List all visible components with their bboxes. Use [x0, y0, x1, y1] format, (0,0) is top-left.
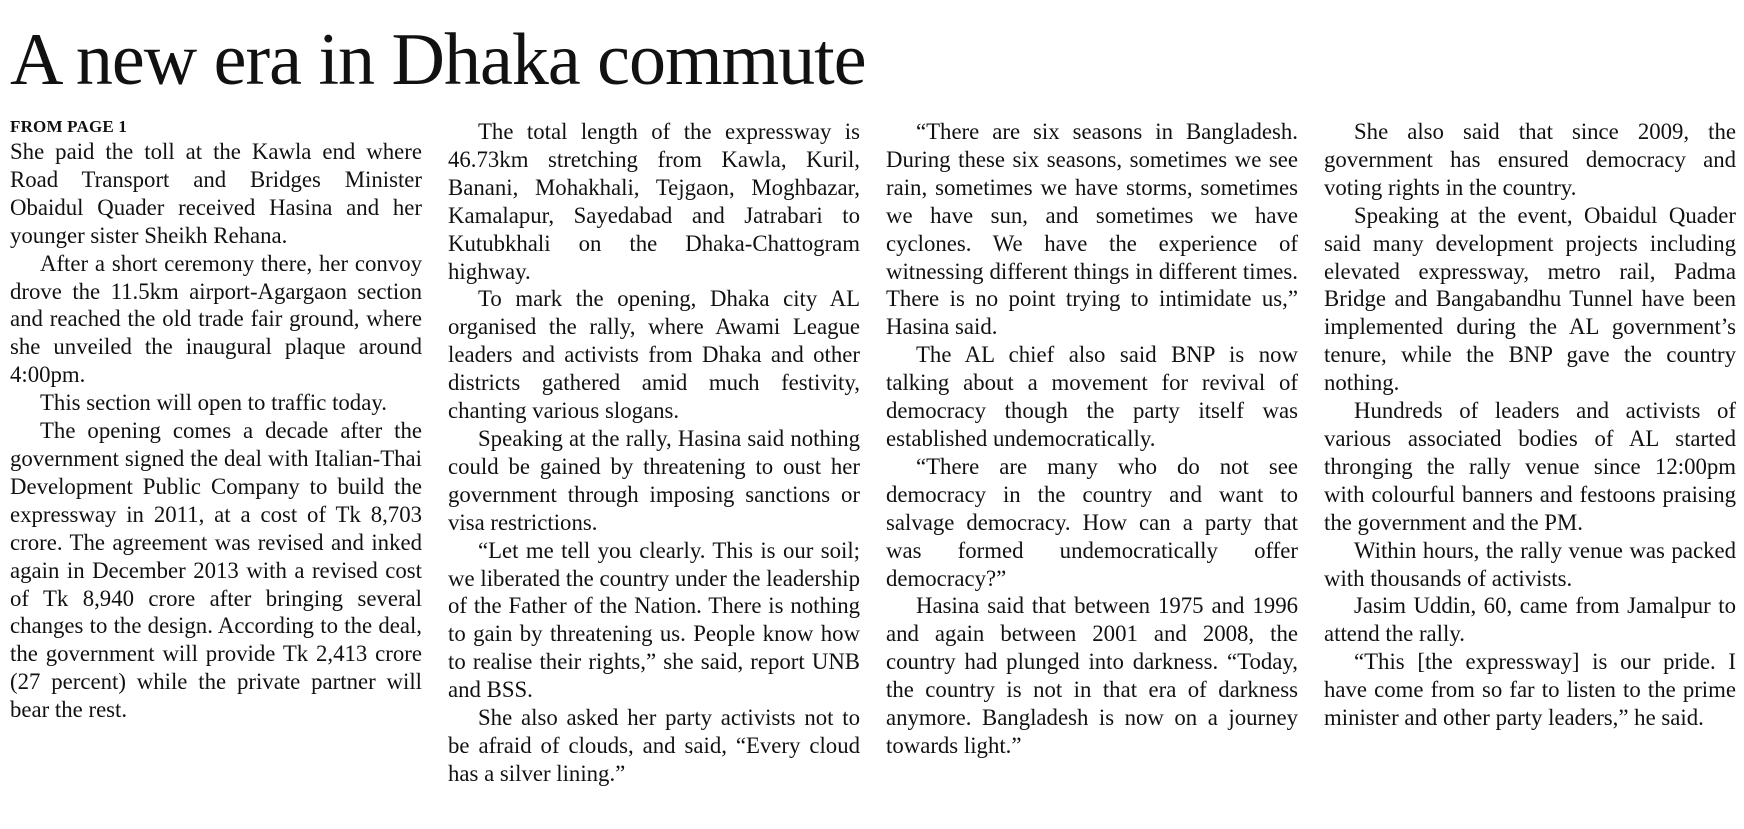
paragraph: She also said that since 2009, the government has ensured democracy and voting rights in the country. — [1324, 119, 1736, 200]
paragraph: Speaking at the event, Obaidul Quader said many development projects including elevated expressway, metro rail, Padma Bridge and Bangabandhu Tunnel have been implemented during the AL government’s tenure, while the BNP gave the country nothing. — [1324, 202, 1736, 396]
continuation-label: FROM PAGE 1 — [10, 117, 128, 136]
paragraph: Hundreds of leaders and activists of various associated bodies of AL started thronging the rally venue since 12:00pm with colourful banners and festoons praising the government and the PM. — [1324, 398, 1736, 535]
paragraph: She paid the toll at the Kawla end where Road Transport and Bridges Minister Obaidul Quader received Hasina and her younger sister Sheikh Rehana. — [10, 139, 422, 248]
paragraph: The total length of the expressway is 46.73km stretching from Kawla, Kuril, Banani, Mohakhali, Tejgaon, Moghbazar, Kamalapur, Sayedabad and Jatrabari to Kutubkhali on the Dhaka-Chattogram highway. — [448, 119, 860, 284]
article-column-1 — [10, 118, 422, 724]
headline: A new era in Dhaka commute — [10, 19, 866, 101]
paragraph: Speaking at the rally, Hasina said nothing could be gained by threatening to oust her government through imposing sanctions or visa restrictions. — [448, 425, 860, 535]
paragraph: “This [the expressway] is our pride. I have come from so far to listen to the prime minister and other party leaders,” he said. — [1324, 649, 1736, 731]
paragraph: The opening comes a decade after the government signed the deal with Italian-Thai Development Public Company to build the expressway in 2011, at a cost of Tk 8,703 crore. The agreement was revised and inked again in December 2013 with a revised cost of Tk 8,940 crore after bringing several changes to the design. According to the deal, the government will provide Tk 2,413 crore (27 percent) while the private partner will bear the rest. — [10, 418, 422, 723]
paragraph: “There are many who do not see democracy in the country and want to salvage democracy. How can a party that was formed undemocratically offer democracy?” — [886, 453, 1298, 591]
paragraph: Within hours, the rally venue was packed with thousands of activists. — [1324, 537, 1736, 591]
article-column-4 — [1324, 118, 1736, 732]
paragraph: The AL chief also said BNP is now talking about a movement for revival of democracy though the party itself was established undemocratically. — [886, 342, 1298, 451]
paragraph: Jasim Uddin, 60, came from Jamalpur to attend the rally. — [1324, 593, 1736, 647]
article-column-2 — [448, 118, 860, 788]
paragraph: Hasina said that between 1975 and 1996 and again between 2001 and 2008, the country had plunged into darkness. “Today, the country is not in that era of darkness anymore. Bangladesh is now on a journey towards light.” — [886, 593, 1298, 758]
article-body — [10, 118, 1734, 823]
paragraph: After a short ceremony there, her convoy drove the 11.5km airport-Agargaon section and reached the old trade fair ground, where she unveiled the inaugural plaque around 4:00pm. — [10, 250, 422, 388]
article-column-3 — [886, 118, 1298, 760]
paragraph: She also asked her party activists not to be afraid of clouds, and said, “Every cloud has a silver lining.” — [448, 705, 860, 786]
paragraph: “Let me tell you clearly. This is our soil; we liberated the country under the leadership of the Father of the Nation. There is nothing to gain by threatening us. People know how to realise their rights,” she said, report UNB and BSS. — [448, 537, 860, 703]
paragraph: This section will open to traffic today. — [40, 390, 387, 416]
paragraph: To mark the opening, Dhaka city AL organised the rally, where Awami League leaders and activists from Dhaka and other districts gathered amid much festivity, chanting various slogans. — [448, 286, 860, 424]
paragraph: “There are six seasons in Bangladesh. During these six seasons, sometimes we see rain, sometimes we have storms, sometimes we have sun, and sometimes we have cyclones. We have the experience of witnessing different things in different times. There is no point trying to intimidate us,” Hasina said. — [886, 119, 1298, 340]
